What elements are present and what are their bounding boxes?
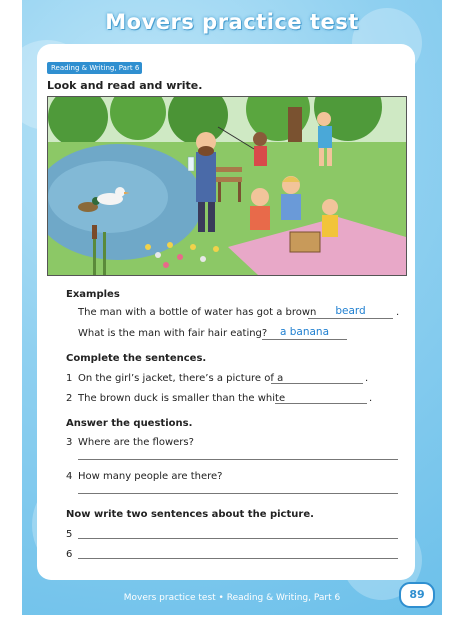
page-number-badge: 89	[399, 582, 435, 608]
question-1-answer-line[interactable]	[271, 383, 363, 384]
question-2-end: .	[369, 393, 373, 404]
park-illustration	[47, 96, 407, 276]
instruction-heading: Look and read and write.	[47, 79, 203, 92]
question-6-answer-line[interactable]	[78, 558, 398, 559]
page-title: Movers practice test	[105, 10, 359, 34]
answer-heading: Answer the questions.	[66, 418, 193, 429]
question-3-number: 3	[66, 437, 73, 448]
example-1-end: .	[396, 307, 400, 318]
example-1-answer: beard	[335, 305, 366, 317]
question-4-text: How many people are there?	[78, 471, 223, 482]
examples-heading: Examples	[66, 289, 120, 300]
example-1-line	[308, 318, 393, 319]
example-2-line	[262, 339, 347, 340]
question-4-number: 4	[66, 471, 73, 482]
write-heading: Now write two sentences about the picture.	[66, 509, 314, 520]
question-1-number: 1	[66, 373, 73, 384]
complete-heading: Complete the sentences.	[66, 353, 207, 364]
question-1-end: .	[365, 373, 369, 384]
question-6-number: 6	[66, 549, 73, 560]
section-tag: Reading & Writing, Part 6	[47, 62, 142, 74]
question-3-answer-line[interactable]	[78, 459, 398, 460]
example-2-answer: a banana	[279, 326, 330, 338]
example-2-text: What is the man with fair hair eating?	[78, 328, 268, 339]
question-2-number: 2	[66, 393, 73, 404]
page-footer: Movers practice test • Reading & Writing, Part 6	[123, 593, 341, 603]
question-1-text: On the girl’s jacket, there’s a picture of a	[78, 373, 284, 384]
question-2-text: The brown duck is smaller than the white	[78, 393, 286, 404]
question-5-number: 5	[66, 529, 73, 540]
question-3-text: Where are the flowers?	[78, 437, 194, 448]
question-5-answer-line[interactable]	[78, 538, 398, 539]
question-2-answer-line[interactable]	[275, 403, 367, 404]
question-4-answer-line[interactable]	[78, 493, 398, 494]
example-1-text: The man with a bottle of water has got a brown	[78, 307, 317, 318]
